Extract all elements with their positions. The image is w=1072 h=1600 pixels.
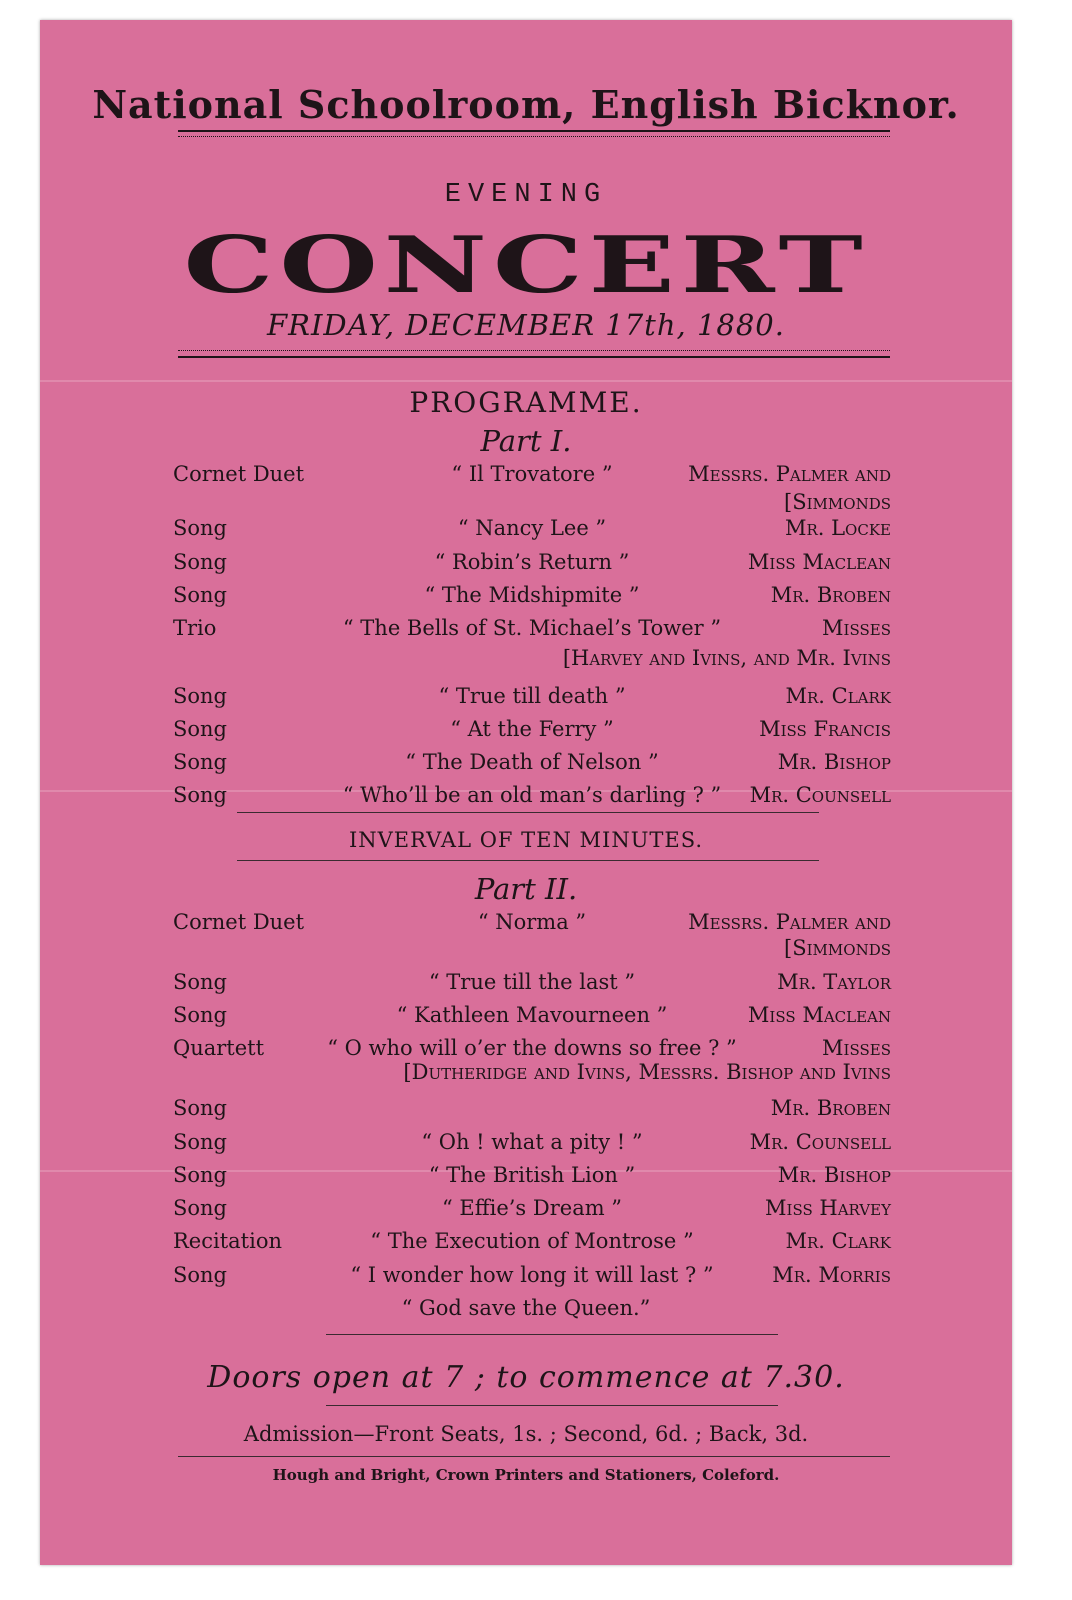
interval-notice: INVERVAL OF TEN MINUTES. <box>348 828 704 852</box>
concert-date: FRIDAY, DECEMBER 17th, 1880. <box>267 308 785 342</box>
item-title: “ The Death of Nelson ” <box>405 750 659 774</box>
paper-fold <box>40 380 1012 382</box>
item-type: Song <box>173 783 227 807</box>
programme-item <box>173 970 891 1000</box>
programme-item <box>173 1130 891 1160</box>
item-type: Song <box>173 550 227 574</box>
item-title: “ Oh ! what a pity ! ” <box>421 1130 643 1154</box>
item-title: “ Nancy Lee ” <box>457 516 607 540</box>
programme-item <box>173 616 891 646</box>
item-type: Cornet Duet <box>173 462 305 486</box>
programme-item <box>173 1096 891 1126</box>
item-performer: Mr. Clark <box>785 684 891 708</box>
item-performer: Misses <box>822 616 891 640</box>
item-type: Song <box>173 1196 227 1220</box>
item-type: Song <box>173 1263 227 1287</box>
item-type: Trio <box>173 616 217 640</box>
item-performer: Mr. Morris <box>772 1263 891 1287</box>
item-performer: Miss Maclean <box>747 550 891 574</box>
item-performer: Mr. Counsell <box>749 1130 891 1154</box>
item-performer: Mr. Broben <box>770 1096 891 1120</box>
item-title: “ Robin’s Return ” <box>434 550 630 574</box>
item-type: Recitation <box>173 1229 282 1253</box>
item-title: “ Norma ” <box>477 910 587 934</box>
header-rule <box>178 130 890 132</box>
programme-item <box>173 783 891 813</box>
item-performer: Mr. Clark <box>785 1229 891 1253</box>
national-anthem: “ God save the Queen.” <box>401 1296 651 1320</box>
item-type: Song <box>173 1096 227 1120</box>
item-type: Song <box>173 516 227 540</box>
item-performer: Miss Maclean <box>747 1003 891 1027</box>
programme-item <box>173 583 891 613</box>
programme-item <box>173 1229 891 1259</box>
item-title: “ Who’ll be an old man’s darling ? ” <box>342 783 722 807</box>
item-performer: Mr. Locke <box>784 516 891 540</box>
performer-continuation: [Simmonds <box>784 490 891 514</box>
item-type: Song <box>173 684 227 708</box>
item-type: Song <box>173 750 227 774</box>
item-type: Quartett <box>173 1036 265 1060</box>
part-two-title: Part II. <box>474 872 578 906</box>
item-performer: Messrs. Palmer and <box>688 910 891 934</box>
item-performer: Mr. Broben <box>770 583 891 607</box>
programme-item <box>173 1196 891 1226</box>
item-type: Song <box>173 717 227 741</box>
item-performer: Mr. Taylor <box>777 970 891 994</box>
item-title: “ The Midshipmite ” <box>424 583 640 607</box>
programme-item <box>173 1263 891 1293</box>
item-title: “ Il Trovatore ” <box>451 462 613 486</box>
part-one-title: Part I. <box>480 424 572 458</box>
item-performer: Mr. Bishop <box>777 750 891 774</box>
item-title: “ Kathleen Mavourneen ” <box>396 1003 668 1027</box>
performer-continuation: [Simmonds <box>784 936 891 960</box>
header-ornament <box>178 136 890 140</box>
date-rule <box>178 356 890 358</box>
programme-item <box>173 684 891 714</box>
item-title: “ The Execution of Montrose ” <box>370 1229 694 1253</box>
item-performer: Miss Francis <box>759 717 891 741</box>
item-type: Song <box>173 583 227 607</box>
programme-item <box>173 462 891 492</box>
interval-rule-top <box>237 812 819 813</box>
programme-item <box>173 1003 891 1033</box>
interval-rule-bottom <box>237 860 819 861</box>
item-title: “ The British Lion ” <box>428 1163 636 1187</box>
admission-prices: Admission—Front Seats, 1s. ; Second, 6d. ; Back, 3d. <box>243 1422 809 1446</box>
item-title: “ Effie’s Dream ” <box>441 1196 623 1220</box>
item-title: “ O who will o’er the downs so free ? ” <box>327 1036 737 1060</box>
doors-rule <box>326 1405 778 1406</box>
programme-heading: PROGRAMME. <box>409 386 643 419</box>
printer-rule <box>178 1456 890 1457</box>
anthem-rule <box>326 1334 778 1335</box>
item-title: “ True till death ” <box>438 684 626 708</box>
item-title: “ I wonder how long it will last ? ” <box>350 1263 714 1287</box>
item-performer: Mr. Counsell <box>749 783 891 807</box>
programme-item <box>173 516 891 546</box>
item-title: “ True till the last ” <box>428 970 636 994</box>
item-type: Song <box>173 1130 227 1154</box>
concert-handbill <box>40 20 1012 1565</box>
item-title: “ At the Ferry ” <box>450 717 614 741</box>
concert-title: CONCERT <box>183 220 869 311</box>
item-type: Song <box>173 970 227 994</box>
evening-label: EVENING <box>444 180 608 210</box>
item-type: Song <box>173 1163 227 1187</box>
item-performer: Mr. Bishop <box>777 1163 891 1187</box>
item-type: Cornet Duet <box>173 910 305 934</box>
doors-open-notice: Doors open at 7 ; to commence at 7.30. <box>207 1360 845 1395</box>
date-ornament <box>178 350 890 354</box>
printer-imprint: Hough and Bright, Crown Printers and Stationers, Coleford. <box>272 1466 780 1484</box>
item-type: Song <box>173 1003 227 1027</box>
venue-header: National Schoolroom, English Bicknor. <box>92 82 960 127</box>
item-performer: Misses <box>822 1036 891 1060</box>
item-performer: Messrs. Palmer and <box>688 462 891 486</box>
programme-item <box>173 550 891 580</box>
programme-item <box>173 1163 891 1193</box>
programme-item <box>173 717 891 747</box>
programme-item <box>173 750 891 780</box>
item-performer: Miss Harvey <box>765 1196 891 1220</box>
item-title: “ The Bells of St. Michael’s Tower ” <box>342 616 722 640</box>
performer-continuation: [Harvey and Ivins, and Mr. Ivins <box>562 646 891 670</box>
performer-continuation: [Dutheridge and Ivins, Messrs. Bishop and Ivins <box>403 1060 891 1084</box>
